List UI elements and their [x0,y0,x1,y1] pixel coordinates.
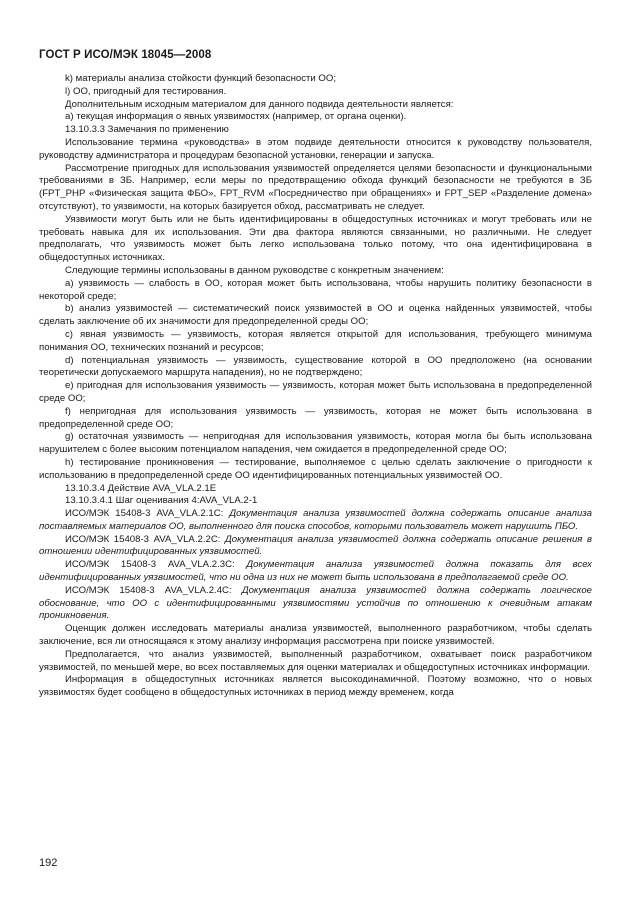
list-item: d) потенциальная уязвимость — уязвимость, существование которой в ОО предположено (на основании теоретически допускаемого маршрута нападения), но не подтверждено; [39,354,592,379]
list-item: b) анализ уязвимостей — систематический поиск уязвимостей в ОО и оценка найденных уязвимостей, чтобы сделать заключение об их значимости для предопределенной среды ОО; [39,303,592,328]
paragraph: Предполагается, что анализ уязвимостей, выполненный разработчиком, охватывает поиск разработчиком уязвимостей, по меньшей мере, во всех поставляемых для оценки материалах и общедоступных источниках информации. [39,648,592,673]
list-item: e) пригодная для использования уязвимость — уязвимость, которая может быть использована в предопределенной среде ОО; [39,380,592,404]
paragraph: l) ОО, пригодный для тестирования. [65,85,227,97]
requirement-ref: ИСО/МЭК 15408-3 AVA_VLA.2.3C: [65,559,247,571]
paragraph: Дополнительным исходным материалом для данного подвида деятельности является: [65,98,454,110]
paragraph: Информация в общедоступных источниках является высокодинамичной. Поэтому возможно, что о новых уязвимостях будет сообщено в общедоступных источниках в период между временем, когда [39,674,592,699]
page-number: 192 [39,857,58,869]
paragraph: Использование термина «руководства» в этом подвиде деятельности относится к руководству пользователя, руководству администратора и процедурам безопасной установки, генерации и запуска. [39,136,592,161]
paragraph: Следующие термины использованы в данном руководстве с конкретным значением: [65,264,444,276]
paragraph: k) материалы анализа стойкости функций безопасности ОО; [65,73,337,84]
requirement-text: Документация анализа уязвимостей должна содержать описание анализа поставляемых материалов ОО, выполненного для поиска способов, которыми пользователь может нарушить ПБО. [39,508,592,532]
paragraph: Рассмотрение пригодных для использования уязвимостей определяется целями безопасности и функциональными требованиями в ЗБ. Например, если меры по предотвращению обхода функций безопасности не требуются в ЗБ (FPT_PHP «Физическая защита ФБО», FPT_RVM «Посредничество при обращениях» и FPT_SEP «Разделение домена» отсутствуют), то уязвимости, на которых базируется обход, рассматривать не следует. [39,162,592,212]
page-header: ГОСТ Р ИСО/МЭК 18045—2008 [39,49,212,61]
requirement-text: Документация анализа уязвимостей должна содержать описание решения в отношении идентифицированных уязвимостей. [39,533,592,558]
section-heading: 13.10.3.3 Замечания по применению [65,124,229,136]
requirement-paragraph [39,585,592,623]
requirement-ref: ИСО/МЭК 15408-3 AVA_VLA.2.2C: [65,533,226,545]
section-heading: 13.10.3.4.1 Шаг оценивания 4:AVA_VLA.2-1 [65,495,258,507]
paragraph: Уязвимости могут быть или не быть идентифицированы в общедоступных источниках и могут требовать или не требовать навыка для их использования. Эти два фактора являются связанными, но различными. Не следует предполагать, что уязвимость может быть легко использована только потому, что она идентифицирована в общедоступных источниках. [39,213,592,264]
list-item: а) уязвимость — слабость в ОО, которая может быть использована, чтобы нарушить политику безопасности в некоторой среде; [39,277,592,302]
list-item: g) остаточная уязвимость — непригодная для использования уязвимость, которая могла бы быть использована нарушителем с более высоким потенциалом нападения, чем ожидается в предопределенной среде ОО; [39,431,592,456]
requirement-text: Документация анализа уязвимостей должна содержать логическое обоснование, что ОО с идентифицированными уязвимостями устойчив по отношению к очевидным атакам проникновения. [39,584,592,622]
list-item: f) непригодная для использования уязвимость — уязвимость, которая не может быть использована в предопределенной среде ОО; [39,405,592,430]
list-item: h) тестирование проникновения — тестирование, выполняемое с целью сделать заключение о пригодности к использованию в предопределенной среде ОО идентифицированных потенциальных уязвимостей ОО. [39,456,592,481]
paragraph: а) текущая информация о явных уязвимостях (например, от органа оценки). [65,111,407,123]
section-heading: 13.10.3.4 Действие AVA_VLA.2.1E [65,482,217,494]
list-item: c) явная уязвимость — уязвимость, которая является открытой для использования, требующего минимума понимания ОО, технических познаний и ресурсов; [39,328,592,353]
requirement-ref: ИСО/МЭК 15408-3 AVA_VLA.2.1C: [65,508,230,520]
requirement-paragraph [39,559,592,585]
requirement-text: Документация анализа уязвимостей должна показать для всех идентифицированных уязвимостей, что ни одна из них не может быть использована в предполагаемой среде ОО. [39,559,592,584]
requirement-paragraph [39,508,592,534]
requirement-paragraph [39,534,592,560]
paragraph: Оценщик должен исследовать материалы анализа уязвимостей, выполненного разработчиком, чтобы сделать заключение, вся ли относящаяся к этому анализу информация рассмотрена при поиске уязвимостей. [39,623,592,648]
document-body [39,73,592,700]
requirement-ref: ИСО/МЭК 15408-3 AVA_VLA.2.4C: [65,584,242,596]
